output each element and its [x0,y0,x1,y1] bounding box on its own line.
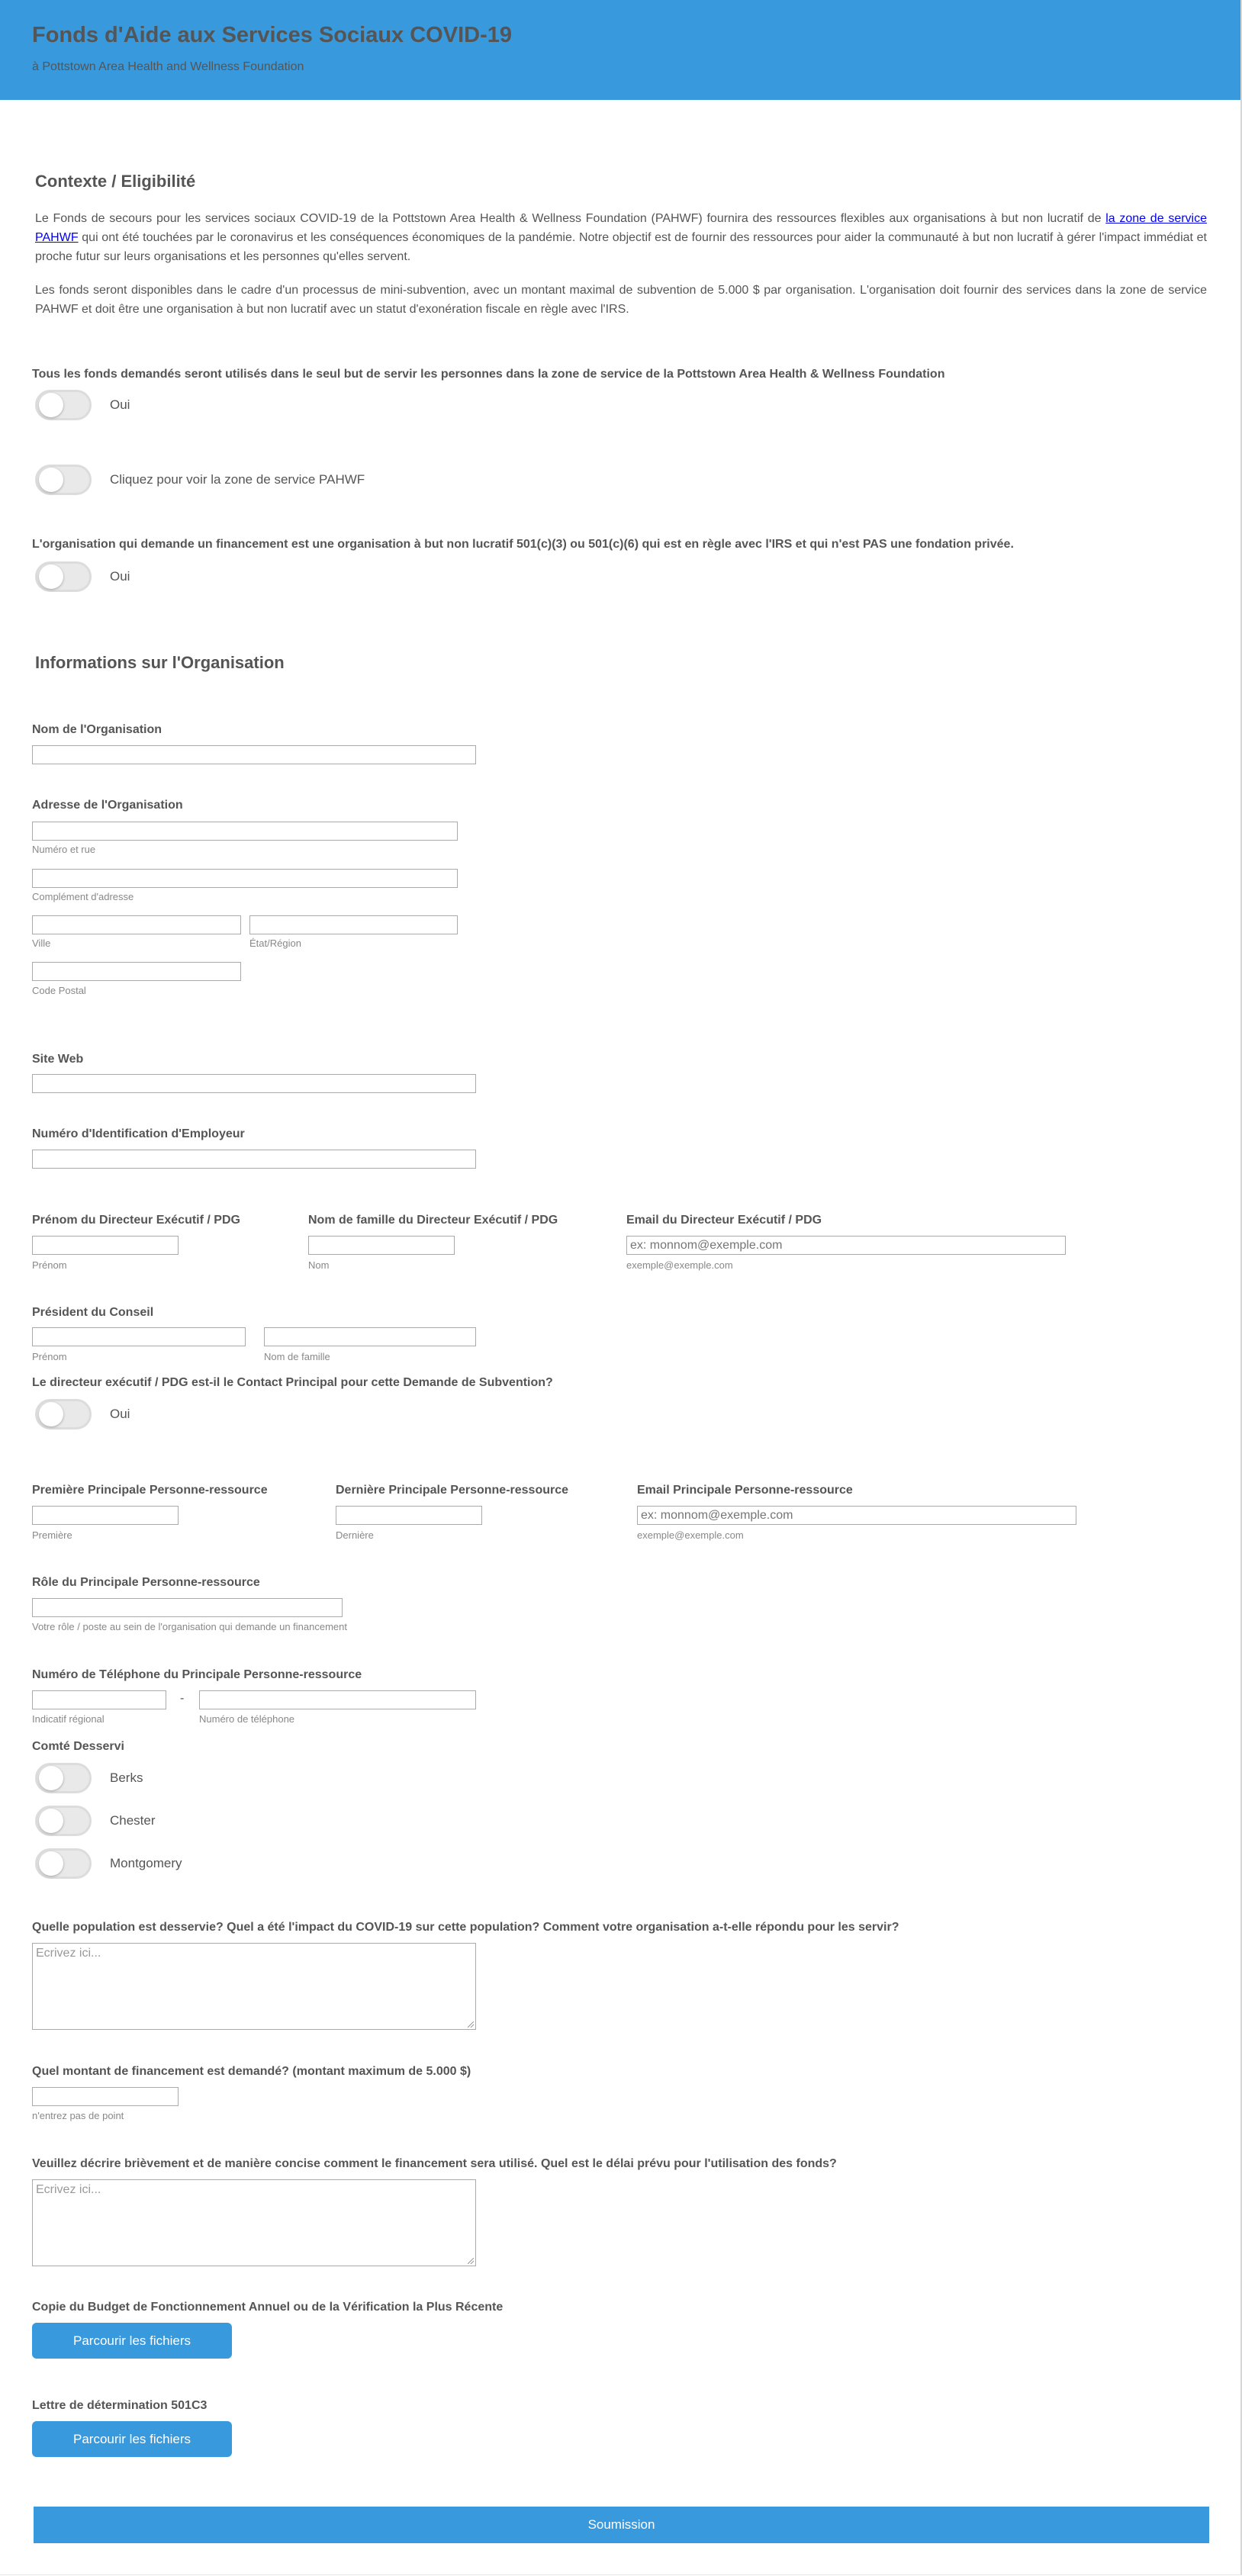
state-sublabel: État/Région [249,937,301,949]
org-section-title: Informations sur l'Organisation [35,653,285,672]
eligibility-q2-label: L'organisation qui demande un financement est une organisation à but non lucratif 501(c)(3) ou 501(c)(6) qui est en règle avec l'IRS et qui n'est PAS une fondation privée. [32,538,1014,551]
board-label: Président du Conseil [32,1306,154,1319]
context-text-2: qui ont été touchées par le coronavirus et les conséquences économiques de la pandémie. Notre objectif est de fournir des ressources pour aider la communauté à but non lucratif à gérer l'impact immédiat et proche futur sur leurs organisations et les personnes qu'elles servent. [35,231,1207,263]
website-input[interactable] [32,1074,476,1093]
contact-role-sublabel: Votre rôle / poste au sein de l'organisation qui demande un financement [32,1621,347,1632]
amount-sublabel: n'entrez pas de point [32,2110,124,2121]
population-textarea[interactable] [32,1943,476,2030]
director-email-label: Email du Directeur Exécutif / PDG [626,1214,822,1227]
contact-phone-label: Numéro de Téléphone du Principale Personne-ressource [32,1668,362,1681]
toggle-knob [39,1809,63,1833]
service-area-link[interactable]: la zone de service PAHWF [35,212,1207,244]
contact-first-sublabel: Première [32,1529,72,1541]
contact-first-label: Première Principale Personne-ressource [32,1484,268,1497]
contact-first-input[interactable] [32,1506,179,1525]
toggle-knob [39,393,63,417]
letter-label: Lettre de détermination 501C3 [32,2399,208,2412]
letter-browse-button[interactable]: Parcourir les fichiers [32,2421,232,2457]
director-last-label: Nom de famille du Directeur Exécutif / PDG [308,1214,558,1227]
eligibility-q1-option: Oui [110,397,130,412]
board-first-sublabel: Prénom [32,1351,67,1362]
eligibility-q2-option: Oui [110,569,130,584]
director-first-input[interactable] [32,1236,179,1255]
org-name-label: Nom de l'Organisation [32,723,162,736]
contact-email-sublabel: exemple@exemple.com [637,1529,744,1541]
eligibility-q2-toggle[interactable] [35,561,92,592]
form-header [0,0,1240,100]
county-option-berks: Berks [110,1770,143,1785]
county-option-montgomery: Montgomery [110,1856,182,1870]
director-email-sublabel: exemple@exemple.com [626,1259,733,1271]
org-address-label: Adresse de l'Organisation [32,799,183,812]
city-sublabel: Ville [32,937,51,949]
street-sublabel: Numéro et rue [32,844,96,855]
zip-sublabel: Code Postal [32,985,86,996]
usage-textarea[interactable] [32,2179,476,2266]
service-area-map-label: Cliquez pour voir la zone de service PAHWF [110,472,365,487]
board-last-input[interactable] [264,1327,476,1346]
usage-placeholder: Ecrivez ici... [36,2183,101,2196]
submit-button[interactable]: Soumission [34,2507,1209,2543]
county-label: Comté Desservi [32,1740,124,1753]
director-first-sublabel: Prénom [32,1259,67,1271]
form-subtitle: à Pottstown Area Health and Wellness Foundation [32,60,304,73]
context-title: Contexte / Eligibilité [35,172,196,191]
contact-last-sublabel: Dernière [336,1529,374,1541]
board-first-input[interactable] [32,1327,246,1346]
ein-label: Numéro d'Identification d'Employeur [32,1127,245,1140]
toggle-knob [39,1766,63,1790]
toggle-knob [39,564,63,589]
street2-sublabel: Complément d'adresse [32,891,134,902]
county-toggle-chester[interactable] [35,1806,92,1836]
toggle-knob [39,468,63,492]
director-email-input[interactable] [626,1236,1066,1255]
area-code-sublabel: Indicatif régional [32,1713,105,1725]
amount-label: Quel montant de financement est demandé? (montant maximum de 5.000 $) [32,2065,471,2078]
resize-handle-icon[interactable] [468,2021,474,2028]
context-paragraph-1 [35,209,1207,266]
ein-input[interactable] [32,1150,476,1169]
phone-dash: - [180,1692,185,1705]
population-placeholder: Ecrivez ici... [36,1947,101,1960]
org-name-input[interactable] [32,745,476,764]
resize-handle-icon[interactable] [468,2258,474,2264]
service-area-map-toggle[interactable] [35,465,92,495]
contact-question-label: Le directeur exécutif / PDG est-il le Contact Principal pour cette Demande de Subvention? [32,1376,553,1389]
website-label: Site Web [32,1053,84,1066]
toggle-knob [39,1402,63,1426]
phone-number-sublabel: Numéro de téléphone [199,1713,295,1725]
state-input[interactable] [249,915,458,934]
contact-role-label: Rôle du Principale Personne-ressource [32,1576,260,1589]
zip-input[interactable] [32,962,241,981]
county-option-chester: Chester [110,1813,156,1828]
contact-email-label: Email Principale Personne-ressource [637,1484,853,1497]
context-text-1: Le Fonds de secours pour les services sociaux COVID-19 de la Pottstown Area Health & Wellness Foundation (PAHWF) fournira des ressources flexibles aux organisations à but non lucratif de [35,212,1106,225]
contact-last-label: Dernière Principale Personne-ressource [336,1484,569,1497]
contact-last-input[interactable] [336,1506,482,1525]
contact-email-input[interactable] [637,1506,1076,1525]
contact-question-option: Oui [110,1407,130,1421]
street2-input[interactable] [32,869,458,888]
county-toggle-montgomery[interactable] [35,1848,92,1879]
board-last-sublabel: Nom de famille [264,1351,330,1362]
context-paragraph-2: Les fonds seront disponibles dans le cadre d'un processus de mini-subvention, avec un montant maximal de subvention de 5.000 $ par organisation. L'organisation doit fournir des services dans la zone de service PAHWF et doit être une organisation à but non lucratif avec un statut d'exonération fiscale en règle avec l'IRS. [35,284,1207,316]
eligibility-q1-toggle[interactable] [35,390,92,420]
form-title: Fonds d'Aide aux Services Sociaux COVID-19 [32,23,512,47]
director-last-input[interactable] [308,1236,455,1255]
amount-input[interactable] [32,2087,179,2106]
usage-label: Veuillez décrire brièvement et de manière concise comment le financement sera utilisé. Quel est le délai prévu pour l'utilisation des fonds? [32,2157,837,2170]
area-code-input[interactable] [32,1690,166,1709]
city-input[interactable] [32,915,241,934]
eligibility-q1-label: Tous les fonds demandés seront utilisés dans le seul but de servir les personnes dans la zone de service de la Pottstown Area Health & Wellness Foundation [32,368,945,381]
director-last-sublabel: Nom [308,1259,330,1271]
contact-question-toggle[interactable] [35,1399,92,1430]
budget-browse-button[interactable]: Parcourir les fichiers [32,2323,232,2359]
budget-label: Copie du Budget de Fonctionnement Annuel ou de la Vérification la Plus Récente [32,2301,504,2314]
county-toggle-berks[interactable] [35,1763,92,1793]
director-first-label: Prénom du Directeur Exécutif / PDG [32,1214,240,1227]
population-label: Quelle population est desservie? Quel a été l'impact du COVID-19 sur cette population? Comment votre organisation a-t-elle répondu pour les servir? [32,1921,899,1934]
street-input[interactable] [32,822,458,841]
phone-number-input[interactable] [199,1690,476,1709]
contact-role-input[interactable] [32,1598,343,1617]
toggle-knob [39,1851,63,1876]
